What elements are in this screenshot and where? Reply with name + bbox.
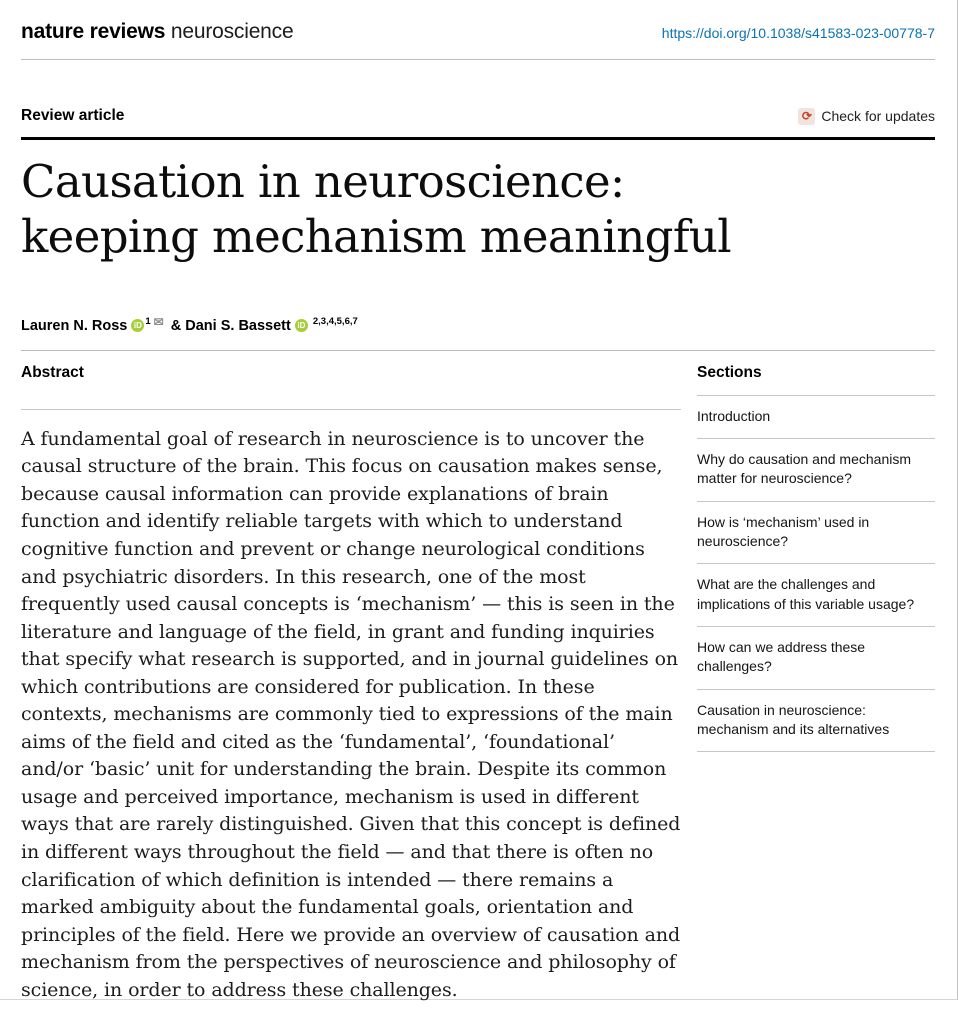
title-line-2: keeping mechanism meaningful: [21, 209, 732, 263]
check-for-updates-button[interactable]: [798, 108, 935, 125]
check-for-updates-label: Check for updates: [821, 108, 935, 124]
sidebar-item-introduction[interactable]: Introduction: [697, 396, 935, 439]
sidebar-item-address-challenges[interactable]: How can we address these challenges?: [697, 627, 935, 690]
abstract-heading: Abstract: [21, 363, 84, 381]
journal-subname: neuroscience: [170, 20, 294, 43]
abstract-column: [21, 351, 697, 1023]
author-affiliation-1: 1: [145, 315, 151, 327]
author-affiliation-2: 2,3,4,5,6,7: [312, 315, 358, 327]
title-line-1: Causation in neuroscience:: [21, 155, 625, 208]
abstract-heading-divider: [21, 409, 681, 410]
author-name-2: Dani S. Bassett: [185, 317, 291, 334]
email-icon[interactable]: ✉: [153, 314, 164, 329]
crossmark-icon: ⟳: [798, 108, 815, 125]
orcid-icon[interactable]: iD: [295, 319, 308, 332]
doi-link[interactable]: https://doi.org/10.1038/s41583-023-00778-7: [661, 25, 935, 41]
sidebar-item-why-causation-matters[interactable]: Why do causation and mechanism matter for neuroscience?: [697, 439, 935, 502]
page-title: [21, 155, 935, 265]
orcid-icon[interactable]: iD: [131, 319, 144, 332]
authors-line: [21, 315, 935, 334]
article-type-label: Review article: [21, 107, 125, 124]
sections-heading: Sections: [697, 351, 935, 396]
authors-separator: &: [170, 317, 182, 334]
journal-wordmark: [21, 20, 293, 44]
sidebar-item-challenges-implications[interactable]: What are the challenges and implications of this variable usage?: [697, 564, 935, 627]
sidebar-item-mechanism-alternatives[interactable]: Causation in neuroscience: mechanism and its alternatives: [697, 690, 935, 753]
author-name-1: Lauren N. Ross: [21, 317, 128, 334]
content-columns: [21, 351, 935, 1023]
journal-header: [21, 0, 935, 60]
title-divider: [21, 137, 935, 140]
sidebar-item-how-mechanism-used[interactable]: How is ‘mechanism’ used in neuroscience?: [697, 502, 935, 565]
sections-sidebar: [697, 351, 935, 1023]
abstract-text: A fundamental goal of research in neuroscience is to uncover the causal structure of the brain. This focus on causation makes sense, because causal information can provide explanations of brain function and identify reliable targets with which to understand cognitive function and prevent or change neurological conditions and psychiatric disorders. In this research, one of the most frequently used causal concepts is ‘mechanism’ — this is seen in the literature and language of the field, in grant and funding inquiries that specify what research is supported, and in journal guidelines on which contributions are considered for publication. In these contexts, mechanisms are commonly tied to expressions of the main aims of the field and cited as the ‘fundamental’, ‘foundational’ and/or ‘basic’ unit for understanding the brain. Despite its common usage and perceived importance, mechanism is used in different ways that are rarely distinguished. Given that this concept is defined in different ways throughout the field — and that there is often no clarification of which definition is intended — there remains a marked ambiguity about the fundamental goals, orientation and principles of the field. Here we provide an overview of causation and mechanism from the perspectives of neuroscience and philosophy of science, in order to address these challenges.: [21, 427, 681, 1001]
kicker-row: [21, 107, 935, 125]
journal-name: nature reviews: [21, 20, 166, 43]
